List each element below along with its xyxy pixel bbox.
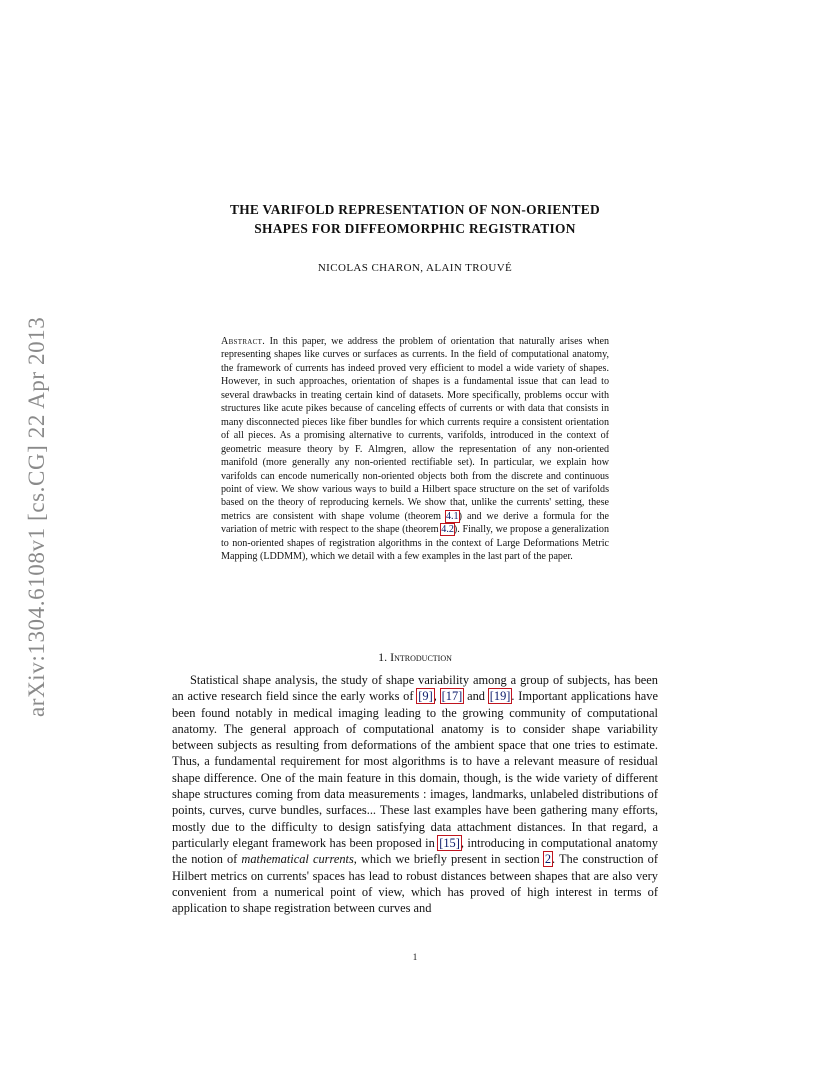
body-text-part-2: , bbox=[433, 689, 441, 704]
abstract-text-part-3: ). Finally, we propose a generalization to non-oriented shapes of registration algorithms in the context of Large Deformations Metric Mapping (LDDMM), which we detail with a few examples in the last part of the paper. bbox=[221, 524, 609, 563]
abstract-label: Abstract. bbox=[221, 336, 266, 347]
section-heading-introduction bbox=[172, 650, 658, 665]
section-title: Introduction bbox=[390, 650, 452, 664]
introduction-body bbox=[172, 672, 658, 916]
paper-title-line-2: SHAPES FOR DIFFEOMORPHIC REGISTRATION bbox=[254, 221, 576, 236]
citation-link-19[interactable]: [19] bbox=[489, 689, 511, 704]
abstract bbox=[221, 335, 609, 564]
abstract-text-part-1: In this paper, we address the problem of orientation that naturally arises when representing shapes like curves or surfaces as currents. In the field of computational anatomy, the framework of currents has indeed proved very efficient to model a wide variety of shapes. However, in such approaches, orientation of shapes is a fundamental issue that can lead to several drawbacks in treating certain kind of datasets. More specifically, problems occur with structures like acute pikes because of canceling effects of currents or with data that consists in many disconnected pieces like fiber bundles for which currents require a consistent orientation of all pieces. As a promising alternative to currents, varifolds, introduced in the context of geometric measure theory by F. Almgren, allow the representation of any non-oriented manifold (more generally any non-oriented rectifiable set). In particular, we explain how varifolds can encode numerically non-oriented objects both from the discrete and continuous point of view. We show various ways to build a Hilbert space structure on the set of varifolds based on the theory of reproducing kernels. We show that, unlike the currents' setting, these metrics are consistent with shape volume (theorem bbox=[221, 336, 609, 522]
body-text-part-4: . Important applications have been found notably in medical imaging leading to the growing community of computational anatomy. The general approach of computational anatomy is to consider shape variability between subjects as resulting from deformations of the ambient space that one tries to estimate. Thus, a fundamental requirement for most algorithms is to have a relevant measure of residual shape difference. One of the main feature in this domain, though, is the wide variety of different shape structures coming from data measurements : images, landmarks, unlabeled distributions of points, curves, curve bundles, surfaces... These last examples have been gathering many efforts, mostly due to the difficulty to design satisfying data attachment distances. In that regard, a particularly elegant framework has been proposed in bbox=[172, 689, 658, 850]
page-number: 1 bbox=[412, 952, 418, 962]
body-text-part-3: and bbox=[463, 689, 489, 704]
citation-link-9[interactable]: [9] bbox=[418, 689, 433, 704]
body-text-part-1: Statistical shape analysis, the study of shape variability among a group of subjects, has been an active research field since the early works of bbox=[172, 673, 658, 704]
body-text-part-7: . The construction of Hilbert metrics on currents' spaces has lead to robust distances between shapes that are also very convenient from a numerical point of view, which has proved of high interest in terms of application to shape registration between curves and bbox=[172, 852, 658, 916]
abstract-text-part-2: ) and we derive a formula for the variation of metric with respect to the shape (theorem bbox=[221, 510, 610, 536]
section-link-2[interactable]: 2 bbox=[544, 852, 552, 867]
paper-title bbox=[172, 200, 658, 238]
emphasis-mathematical-currents: mathematical currents bbox=[241, 852, 354, 867]
citation-link-17[interactable]: [17] bbox=[441, 689, 463, 704]
author-list: NICOLAS CHARON, ALAIN TROUVÉ bbox=[317, 262, 513, 274]
theorem-link-4-1[interactable]: 4.1 bbox=[445, 510, 459, 522]
arxiv-identifier-stamp: arXiv:1304.6108v1 [cs.CG] 22 Apr 2013 bbox=[24, 316, 49, 718]
body-text-part-5: , introducing in computational anatomy the notion of bbox=[172, 835, 658, 867]
section-number: 1. bbox=[378, 650, 388, 664]
citation-link-15[interactable]: [15] bbox=[439, 835, 460, 850]
body-text-part-6: , which we briefly present in section bbox=[353, 852, 544, 867]
introduction-paragraph bbox=[172, 672, 658, 916]
theorem-link-4-2[interactable]: 4.2 bbox=[441, 524, 454, 536]
paper-title-line-1: THE VARIFOLD REPRESENTATION OF NON-ORIENTED bbox=[229, 202, 601, 217]
